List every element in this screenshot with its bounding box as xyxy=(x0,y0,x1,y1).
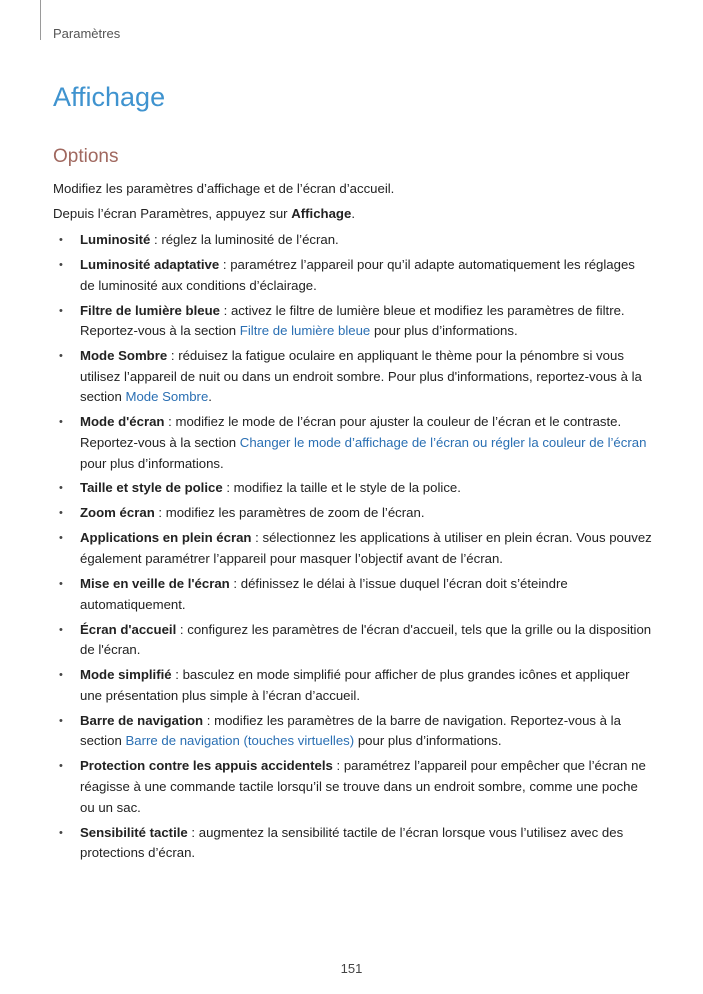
item-description-end: pour plus d’informations. xyxy=(370,323,518,339)
intro-prefix: Depuis l’écran Paramètres, appuyez sur xyxy=(53,206,292,221)
intro-line-2 xyxy=(53,206,355,221)
item-description-end: . xyxy=(208,389,212,405)
list-item xyxy=(53,301,653,342)
bullet-icon: • xyxy=(59,826,63,839)
list-item xyxy=(53,255,653,296)
section-heading: Options xyxy=(53,146,119,167)
item-description: : modifiez les paramètres de la barre de navigation. Reportez-vous à la section xyxy=(80,712,621,749)
list-item xyxy=(53,711,653,752)
intro-line-1: Modifiez les paramètres d’affichage et de l’écran d’accueil. xyxy=(53,181,395,196)
item-description: : réduisez la fatigue oculaire en appliquant le thème pour la pénombre si vous utilisez l’appareil de nuit ou dans un endroit sombre. Pour plus d'informations, reportez-vous à la section xyxy=(80,348,642,405)
item-description-end: pour plus d’informations. xyxy=(354,733,502,749)
page-title: Affichage xyxy=(53,82,166,112)
list-item xyxy=(53,823,653,864)
bullet-icon: • xyxy=(59,350,63,363)
item-term: Applications en plein écran xyxy=(80,530,252,546)
list-item xyxy=(53,528,653,569)
list-item xyxy=(53,346,653,408)
item-term: Mode d'écran xyxy=(80,414,165,430)
item-description: : modifiez le mode de l’écran pour ajuster la couleur de l’écran et le contraste. Reportez-vous à la section xyxy=(80,414,622,450)
bullet-icon: • xyxy=(59,578,63,591)
item-description: : réglez la luminosité de l’écran. xyxy=(150,232,339,247)
bullet-icon: • xyxy=(59,669,63,682)
breadcrumb: Paramètres xyxy=(53,26,121,41)
list-item xyxy=(53,756,653,818)
item-description: : configurez les paramètres de l'écran d'accueil, tels que la grille ou la disposition de l'écran. xyxy=(80,621,652,658)
item-term: Mode Sombre xyxy=(80,348,168,364)
item-term: Luminosité xyxy=(80,232,151,247)
item-description: : modifiez les paramètres de zoom de l’écran. xyxy=(154,505,425,521)
intro-bold: Affichage xyxy=(291,206,352,221)
item-term: Barre de navigation xyxy=(80,712,204,728)
intro-suffix: . xyxy=(351,206,355,221)
bullet-icon: • xyxy=(59,532,63,545)
bullet-icon: • xyxy=(59,714,63,727)
list-item xyxy=(53,665,653,706)
bullet-icon: • xyxy=(59,416,63,429)
list-item xyxy=(53,574,653,615)
cross-reference-link[interactable]: Filtre de lumière bleue xyxy=(239,323,371,339)
bullet-icon: • xyxy=(59,304,63,317)
list-item xyxy=(53,412,653,474)
item-description: : sélectionnez les applications à utiliser en plein écran. Vous pouvez également paramétrer l’appareil pour masquer l’objectif avant de l’écran. xyxy=(80,530,652,567)
item-description: : définissez le délai à l’issue duquel l’écran doit s’éteindre automatiquement. xyxy=(80,576,568,612)
bullet-icon: • xyxy=(59,234,63,246)
bullet-icon: • xyxy=(59,258,63,271)
item-description: : activez le filtre de lumière bleue et modifiez les paramètres de filtre. Reportez-vous à la section xyxy=(80,302,625,339)
item-description-end: pour plus d’informations. xyxy=(80,455,224,471)
item-term: Filtre de lumière bleue xyxy=(80,302,220,318)
item-term: Protection contre les appuis accidentels xyxy=(80,758,333,774)
list-item xyxy=(53,230,653,251)
item-description: : paramétrez l’appareil pour qu’il adapte automatiquement les réglages de luminosité aux conditions d’éclairage. xyxy=(80,256,635,293)
list-item xyxy=(53,503,653,524)
item-description: : paramétrez l’appareil pour empêcher que l’écran ne réagisse à une commande tactile lorsqu’il se trouve dans un endroit sombre, comme une poche ou un sac. xyxy=(80,758,646,815)
item-term: Zoom écran xyxy=(80,505,155,521)
bullet-icon: • xyxy=(59,482,63,495)
bullet-icon: • xyxy=(59,623,63,636)
item-term: Écran d'accueil xyxy=(80,621,177,637)
item-term: Taille et style de police xyxy=(80,480,223,496)
item-description: : augmentez la sensibilité tactile de l’écran lorsque vous l’utilisez avec des protections d’écran. xyxy=(80,824,624,861)
item-term: Mode simplifié xyxy=(80,667,172,683)
bullet-icon: • xyxy=(59,760,63,773)
item-term: Sensibilité tactile xyxy=(80,824,188,840)
cross-reference-link[interactable]: Mode Sombre xyxy=(125,389,209,405)
item-description: : basculez en mode simplifié pour afficher de plus grandes icônes et appliquer une présentation plus simple à l’écran d’accueil. xyxy=(80,667,630,703)
item-term: Luminosité adaptative xyxy=(80,256,220,272)
item-description: : modifiez la taille et le style de la police. xyxy=(222,480,461,496)
cross-reference-link[interactable]: Barre de navigation (touches virtuelles) xyxy=(125,733,355,749)
item-term: Mise en veille de l'écran xyxy=(80,576,230,592)
list-item xyxy=(53,620,653,661)
options-list xyxy=(53,230,653,868)
page-number: 151 xyxy=(340,961,363,976)
list-item xyxy=(53,478,653,499)
cross-reference-link[interactable]: Changer le mode d’affichage de l’écran ou régler la couleur de l’écran xyxy=(239,434,647,450)
bullet-icon: • xyxy=(59,507,63,520)
header-divider xyxy=(40,0,41,40)
